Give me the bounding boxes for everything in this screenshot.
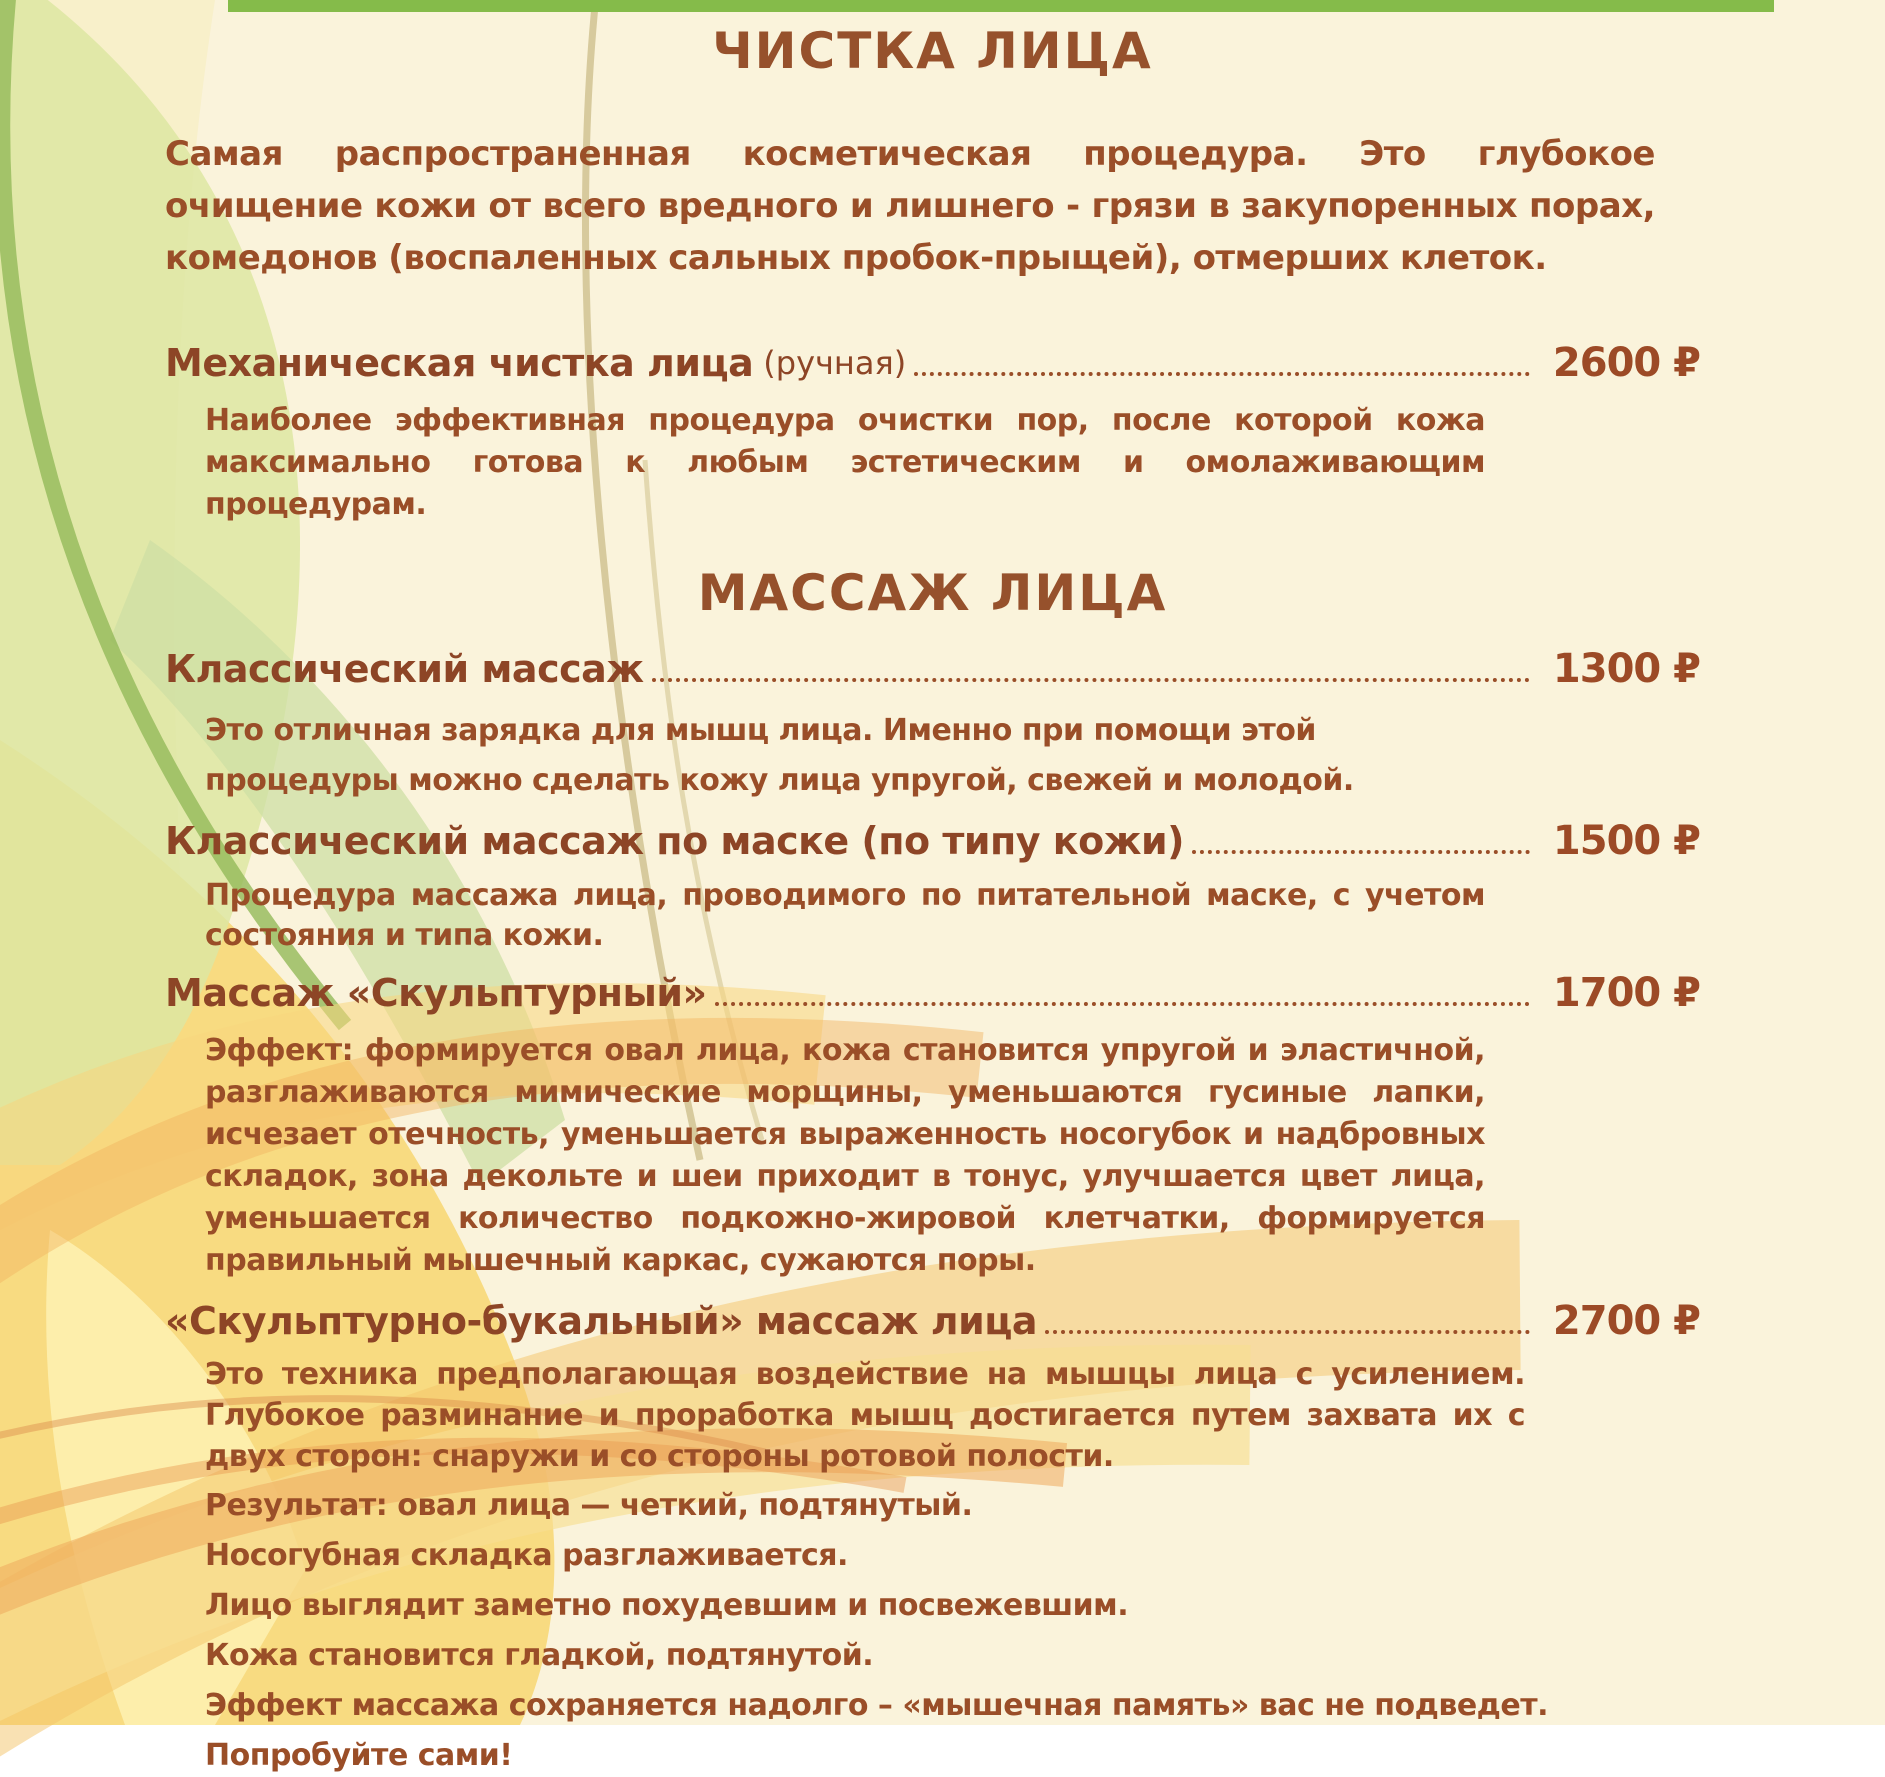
result-line: Кожа становится гладкой, подтянутой. [205, 1638, 874, 1673]
service-description: Процедура массажа лица, проводимого по питательной маске, с учетом состояния и типа кожи. [205, 878, 1485, 953]
service-price: 1500 ₽ [1552, 818, 1700, 864]
service-price: 1300 ₽ [1552, 646, 1700, 692]
section-title-facial-massage: МАССАЖ ЛИЦА [697, 564, 1168, 622]
service-name: Классический массаж по маске (по типу кожи) [165, 819, 1184, 863]
service-name: «Скульптурно-букальный» массаж лица [165, 1299, 1038, 1343]
section-title-facial-cleansing: ЧИСТКА ЛИЦА [712, 22, 1153, 80]
dotted-leader [652, 678, 1530, 682]
dotted-leader [715, 1002, 1530, 1006]
service-price: 2600 ₽ [1552, 340, 1700, 386]
result-line: Лицо выглядит заметно похудевшим и посвежевшим. [205, 1588, 1129, 1623]
service-name: Массаж «Скульптурный» [165, 971, 707, 1015]
service-note: (ручная) [763, 344, 907, 382]
dotted-leader [1045, 1330, 1530, 1334]
service-price: 1700 ₽ [1552, 970, 1700, 1016]
price-row-mechanical-cleansing [165, 340, 1700, 386]
top-accent-bar [228, 0, 1774, 12]
result-line: Результат: овал лица — четкий, подтянутый. [205, 1488, 973, 1523]
service-description: Это отличная зарядка для мышц лица. Именно при помощи этой процедуры можно сделать кожу лица упругой, свежей и молодой. [205, 713, 1354, 798]
dotted-leader [914, 372, 1530, 376]
service-price: 2700 ₽ [1552, 1298, 1700, 1344]
service-description: Это техника предполагающая воздействие на мышцы лица с усилением. Глубокое разминание и проработка мышц достигается путем захвата их с двух сторон: снаружи и со стороны ротовой полости. [205, 1357, 1525, 1474]
result-line: Эффект массажа сохраняется надолго – «мышечная память» вас не подведет. [205, 1688, 1549, 1723]
intro-paragraph: Самая распространенная косметическая процедура. Это глубокое очищение кожи от всего вредного и лишнего - грязи в закупоренных порах, комедонов (воспаленных сальных пробок-прыщей), отмерших клеток. [165, 134, 1655, 278]
result-line: Попробуйте сами! [205, 1738, 513, 1773]
service-name: Механическая чистка лица [165, 341, 754, 385]
price-row-sculptural-massage [165, 970, 1700, 1016]
dotted-leader [1192, 850, 1530, 854]
price-row-sculptural-buccal-massage [165, 1298, 1700, 1344]
price-row-classic-massage [165, 646, 1700, 692]
service-name: Классический массаж [165, 647, 644, 691]
result-line: Носогубная складка разглаживается. [205, 1538, 848, 1573]
price-row-classic-massage-mask [165, 818, 1700, 864]
menu-content [165, 22, 1700, 1777]
service-description: Наиболее эффективная процедура очистки пор, после которой кожа максимально готова к любым эстетическим и омолаживающим процедурам. [205, 403, 1485, 522]
service-description: Эффект: формируется овал лица, кожа становится упругой и эластичной, разглаживаются мимические морщины, уменьшаются гусиные лапки, исчезает отечность, уменьшается выраженность носогубок и надбровных складок, зона декольте и шеи приходит в тонус, улучшается цвет лица, уменьшается количество подкожно-жировой клетчатки, формируется правильный мышечный каркас, сужаются поры. [205, 1033, 1485, 1278]
